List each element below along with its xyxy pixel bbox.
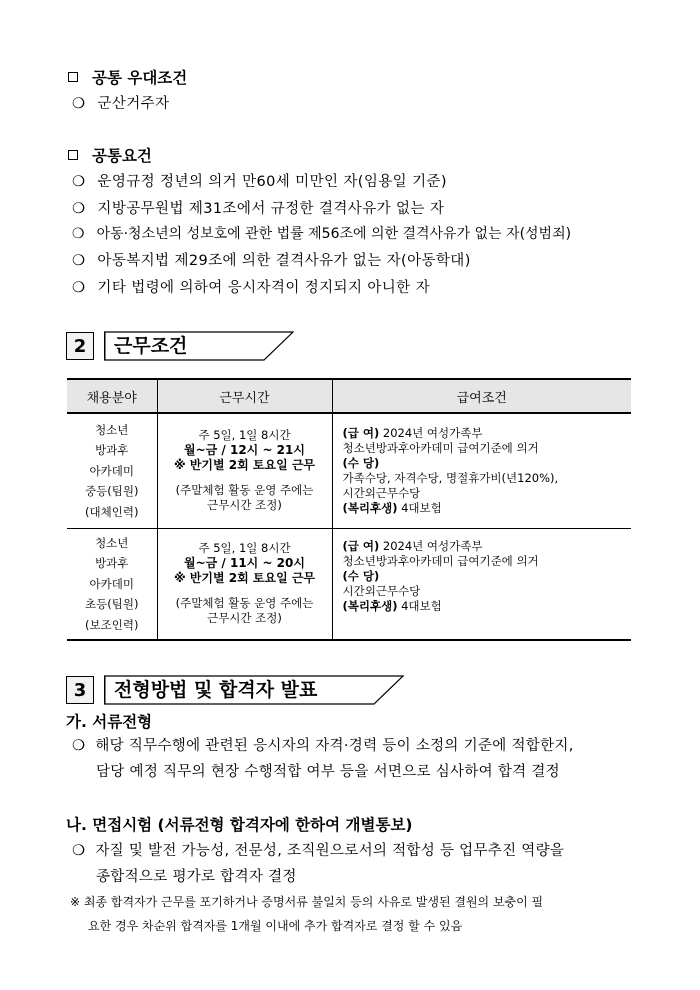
footnote: ※ 최종 합격자가 근무를 포기하거나 증명서류 불일치 등의 사유로 발생된 결원의 보충이 필 요한 경우 차순위 합격자를 1개월 이내에 추가 합격자로 결정 할 수 있음 [70, 895, 544, 933]
interview-heading: 나. 면접시험 (서류전형 합격자에 한하여 개별통보) [66, 816, 413, 834]
common-pref-heading: 공통 우대조건 [68, 66, 187, 88]
common-req-item: ❍ 아동복지법 제29조에 의한 결격사유가 없는 자(아동학대) [72, 253, 471, 269]
common-pref-item: ❍ 군산거주자 [72, 96, 170, 112]
common-req-item: ❍ 기타 법령에 의하여 응시자격이 정지되지 아니한 자 [72, 280, 431, 296]
pay-cell: (급 여) 2024년 여성가족부 청소년방과후아카데미 급여기준에 의거 (수 당) 가족수당, 자격수당, 명절휴가비(년120%), 시간외근무수당 (복리후생) 4대보험 [332, 413, 631, 528]
doc-screening-text: ❍ 해당 직무수행에 관련된 응시자의 자격·경력 등이 소정의 기준에 적합한지, 담당 예정 직무의 현장 수행적합 여부 등을 서면으로 심사하여 합격 결정 [72, 738, 574, 780]
section-title-text: 근무조건 [114, 335, 188, 357]
common-req-item: ❍ 지방공무원법 제31조에서 규정한 결격사유가 없는 자 [72, 201, 445, 217]
circle-bullet-icon: ❍ [72, 253, 86, 269]
section-title-frame [104, 675, 404, 705]
doc-screening-heading: 가. 서류전형 [66, 713, 153, 731]
section-title-text: 전형방법 및 합격자 발표 [114, 679, 318, 701]
circle-bullet-icon: ❍ [72, 738, 86, 754]
header-field: 채용분야 [67, 379, 157, 413]
circle-bullet-icon: ❍ [72, 201, 86, 217]
common-req-item: ❍ 아동·청소년의 성보호에 관한 법률 제56조에 의한 결격사유가 없는 자(성범죄) [72, 226, 572, 242]
circle-bullet-icon: ❍ [72, 174, 86, 190]
interview-text: ❍ 자질 및 발전 가능성, 전문성, 조직원으로서의 적합성 등 업무추진 역량을 종합적으로 평가로 합격자 결정 [72, 843, 565, 885]
circle-bullet-icon: ❍ [72, 843, 86, 859]
section-3-title [66, 675, 404, 705]
section-2-title [66, 331, 294, 361]
square-bullet-icon [68, 150, 78, 160]
circle-bullet-icon: ❍ [72, 226, 85, 242]
table-row [67, 528, 631, 640]
square-bullet-icon [68, 72, 78, 82]
section-number: 2 [66, 332, 94, 360]
section-title-frame [104, 331, 294, 361]
pay-cell: (급 여) 2024년 여성가족부 청소년방과후아카데미 급여기준에 의거 (수 당) 시간외근무수당 (복리후생) 4대보험 [332, 528, 631, 640]
work-conditions-table [67, 378, 631, 641]
header-hours: 근무시간 [157, 379, 332, 413]
table-header-row [67, 379, 631, 413]
field-cell: 청소년 방과후 아카데미 중등(팀원) (대체인력) [67, 413, 157, 528]
common-req-heading: 공통요건 [68, 144, 152, 166]
field-cell: 청소년 방과후 아카데미 초등(팀원) (보조인력) [67, 528, 157, 640]
section-number: 3 [66, 676, 94, 704]
circle-bullet-icon: ❍ [72, 96, 86, 112]
table-row [67, 413, 631, 528]
hours-cell: 주 5일, 1일 8시간 월~금 / 12시 ~ 21시 ※ 반기별 2회 토요일 근무 (주말체험 활동 운영 주에는 근무시간 조정) [157, 413, 332, 528]
hours-cell: 주 5일, 1일 8시간 월~금 / 11시 ~ 20시 ※ 반기별 2회 토요일 근무 (주말체험 활동 운영 주에는 근무시간 조정) [157, 528, 332, 640]
circle-bullet-icon: ❍ [72, 280, 86, 296]
common-req-item: ❍ 운영규정 정년의 의거 만60세 미만인 자(임용일 기준) [72, 174, 447, 190]
header-pay: 급여조건 [332, 379, 631, 413]
